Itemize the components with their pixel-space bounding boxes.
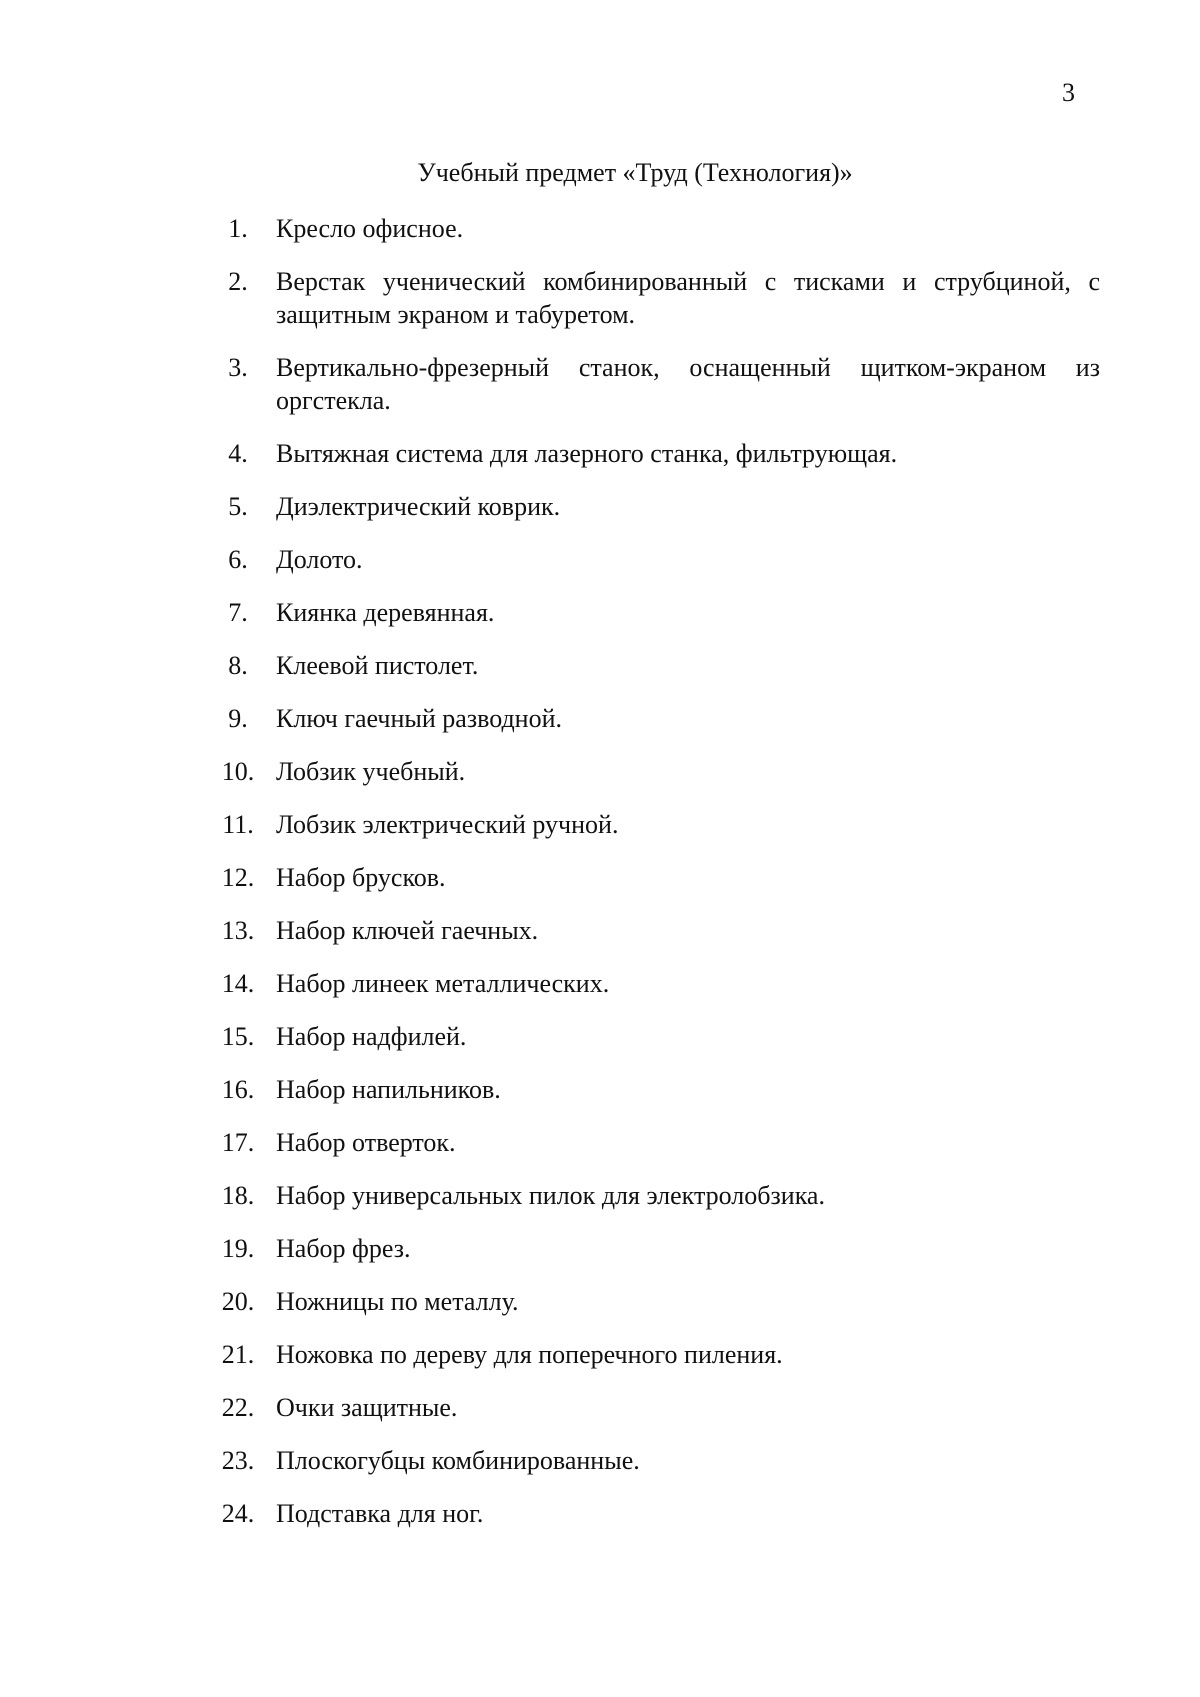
page-number: 3: [1062, 78, 1075, 107]
item-text: Долото.: [276, 545, 363, 574]
item-text: Киянка деревянная.: [276, 598, 495, 627]
item-text: Набор универсальных пилок для электролобзика.: [276, 1181, 825, 1210]
item-number: 11.: [222, 810, 254, 839]
item-text: Ключ гаечный разводной.: [276, 704, 563, 733]
item-number: 3.: [228, 353, 248, 382]
list-item: [200, 1497, 1100, 1530]
item-text: Ножовка по дереву для поперечного пиления.: [276, 1340, 783, 1369]
list-item: [200, 437, 1100, 470]
item-number: 4.: [228, 439, 248, 468]
item-text: Набор ключей гаечных.: [276, 916, 539, 945]
item-number: 1.: [228, 214, 248, 243]
item-number: 23.: [221, 1446, 255, 1475]
list-item: [200, 649, 1100, 682]
item-text: Лобзик учебный.: [276, 757, 466, 786]
item-number: 18.: [221, 1181, 255, 1210]
page-title: Учебный предмет «Труд (Технология)»: [417, 158, 853, 187]
item-text: Кресло офисное.: [276, 214, 464, 243]
list-item: [200, 351, 1100, 417]
item-text: Ножницы по металлу.: [276, 1287, 519, 1316]
list-item: [200, 596, 1100, 629]
item-text: Набор надфилей.: [276, 1022, 467, 1051]
item-text: Набор брусков.: [276, 863, 446, 892]
equipment-list: [200, 212, 1100, 1550]
item-number: 16.: [221, 1075, 255, 1104]
item-text: Набор отверток.: [276, 1128, 456, 1157]
list-item: [200, 1338, 1100, 1371]
list-item: [200, 702, 1100, 735]
item-text: Набор линеек металлических.: [276, 969, 610, 998]
item-number: 22.: [221, 1393, 255, 1422]
item-number: 9.: [228, 704, 248, 733]
list-item: [200, 1126, 1100, 1159]
list-item: [200, 265, 1100, 331]
item-text: Вытяжная система для лазерного станка, фильтрующая.: [276, 439, 898, 468]
item-text: Очки защитные.: [276, 1393, 458, 1422]
item-number: 19.: [221, 1234, 255, 1263]
list-item: [200, 914, 1100, 947]
item-text: Набор напильников.: [276, 1075, 501, 1104]
item-number: 5.: [228, 492, 248, 521]
item-number: 7.: [228, 598, 248, 627]
item-text: Плоскогубцы комбинированные.: [276, 1446, 640, 1475]
list-item: [200, 1179, 1100, 1212]
list-item: [200, 1073, 1100, 1106]
item-text: Верстак ученический комбинированный с тисками и струбциной, с защитным экраном и табуретом.: [276, 267, 1100, 329]
list-item: [200, 755, 1100, 788]
item-text: Диэлектрический коврик.: [276, 492, 561, 521]
item-number: 12.: [221, 863, 255, 892]
item-text: Лобзик электрический ручной.: [276, 810, 619, 839]
list-item: [200, 967, 1100, 1000]
list-item: [200, 1232, 1100, 1265]
item-number: 20.: [221, 1287, 255, 1316]
item-number: 21.: [221, 1340, 255, 1369]
list-item: [200, 808, 1100, 841]
list-item: [200, 212, 1100, 245]
item-number: 15.: [221, 1022, 255, 1051]
item-text: Набор фрез.: [276, 1234, 411, 1263]
item-number: 17.: [221, 1128, 255, 1157]
list-item: [200, 490, 1100, 523]
item-text: Подставка для ног.: [276, 1499, 484, 1528]
list-item: [200, 1444, 1100, 1477]
list-item: [200, 1285, 1100, 1318]
list-item: [200, 1391, 1100, 1424]
list-item: [200, 861, 1100, 894]
item-text: Клеевой пистолет.: [276, 651, 479, 680]
item-number: 14.: [221, 969, 255, 998]
item-number: 24.: [221, 1499, 255, 1528]
item-number: 8.: [228, 651, 248, 680]
item-number: 6.: [228, 545, 248, 574]
item-number: 13.: [221, 916, 255, 945]
item-number: 2.: [228, 267, 248, 296]
list-item: [200, 543, 1100, 576]
item-number: 10.: [221, 757, 255, 786]
item-text: Вертикально-фрезерный станок, оснащенный щитком-экраном из оргстекла.: [276, 353, 1100, 415]
list-item: [200, 1020, 1100, 1053]
